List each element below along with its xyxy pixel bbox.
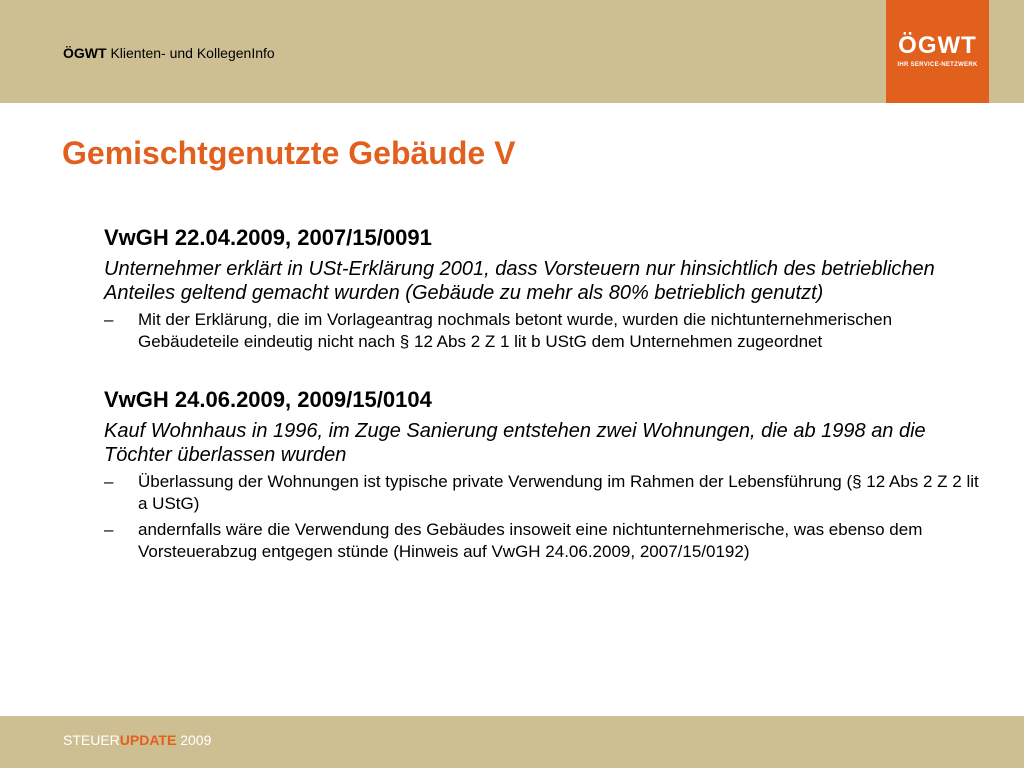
footer-bar (0, 716, 1024, 768)
bullet-dash: – (104, 310, 114, 329)
bullet-item (104, 309, 989, 353)
case-block (104, 223, 989, 353)
bullet-text: Mit der Erklärung, die im Vorlageantrag nochmals betont wurde, wurden die nichtunternehmerischen Gebäudeteile eindeutig nicht nach § 12 Abs 2 Z 1 lit b UStG dem Unternehmen zugeordnet (138, 310, 893, 351)
logo-tagline: IHR SERVICE-NETZWERK (897, 62, 978, 68)
case-description: Kauf Wohnhaus in 1996, im Zuge Sanierung entstehen zwei Wohnungen, die ab 1998 an die Töchter überlassen wurden (104, 420, 926, 466)
bullet-item (104, 471, 989, 515)
oegwt-logo (886, 0, 989, 103)
header-title (63, 45, 275, 61)
footer-label (63, 732, 211, 748)
bullet-text: andernfalls wäre die Verwendung des Gebäudes insoweit eine nichtunternehmerische, was ebenso dem Vorsteuerabzug entgegen stünde (Hinweis auf VwGH 24.06.2009, 2007/15/0192) (138, 520, 923, 561)
header-brand: ÖGWT (63, 45, 107, 61)
case-heading: VwGH 22.04.2009, 2007/15/0091 (104, 225, 432, 250)
header-bar (0, 0, 1024, 103)
bullet-dash: – (104, 472, 114, 491)
case-description: Unternehmer erklärt in USt-Erklärung 2001, dass Vorsteuern nur hinsichtlich des betrieblichen Anteiles geltend gemacht wurden (Gebäude zu mehr als 80% betrieblich genutzt) (104, 258, 935, 304)
logo-text: ÖGWT (898, 32, 977, 59)
slide-title: Gemischtgenutzte Gebäude V (62, 135, 516, 171)
header-subtitle: Klienten- und KollegenInfo (110, 45, 275, 61)
footer-part-steuer: STEUER (63, 732, 120, 748)
bullet-text: Überlassung der Wohnungen ist typische private Verwendung im Rahmen der Lebensführung (§ 12 Abs 2 Z 2 lit a UStG) (138, 472, 979, 513)
footer-part-year: 2009 (176, 732, 212, 748)
bullet-item (104, 519, 989, 563)
bullet-dash: – (104, 520, 114, 539)
slide-content (104, 223, 989, 563)
footer-part-update: UPDATE (119, 732, 177, 748)
case-heading: VwGH 24.06.2009, 2009/15/0104 (104, 387, 432, 412)
case-block (104, 385, 989, 563)
